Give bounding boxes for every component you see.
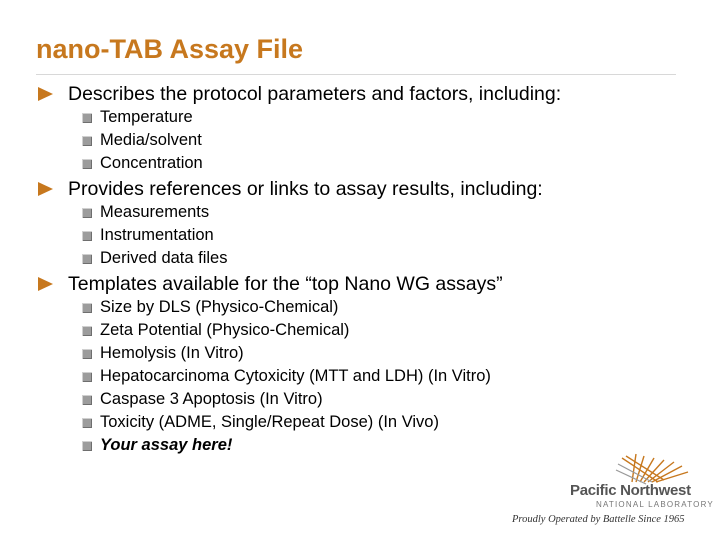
list-item: Temperature [82, 106, 698, 129]
square-bullet-icon [82, 395, 92, 405]
list-item: Hepatocarcinoma Cytoxicity (MTT and LDH) (In Vitro) [82, 365, 698, 388]
square-bullet-icon [82, 231, 92, 241]
list-item: Measurements [82, 201, 698, 224]
slide-title: nano-TAB Assay File [36, 34, 304, 64]
sub-list-references [38, 201, 698, 270]
bullet-text: Provides references or links to assay results, including: [68, 178, 543, 200]
battelle-tagline: Proudly Operated by Battelle Since 1965 [512, 514, 685, 525]
list-item: Media/solvent [82, 129, 698, 152]
arrow-bullet-icon [38, 87, 53, 101]
square-bullet-icon [82, 136, 92, 146]
square-bullet-icon [82, 349, 92, 359]
square-bullet-icon [82, 159, 92, 169]
list-item: Derived data files [82, 247, 698, 270]
list-item: Size by DLS (Physico-Chemical) [82, 296, 698, 319]
square-bullet-icon [82, 441, 92, 451]
square-bullet-icon [82, 418, 92, 428]
list-item: Instrumentation [82, 224, 698, 247]
list-item: Zeta Potential (Physico-Chemical) [82, 319, 698, 342]
square-bullet-icon [82, 113, 92, 123]
square-bullet-icon [82, 326, 92, 336]
title-divider [36, 74, 676, 75]
logo-name: Pacific Northwest [570, 482, 691, 499]
list-item: Caspase 3 Apoptosis (In Vitro) [82, 388, 698, 411]
list-item-emphasis: Your assay here! [82, 434, 698, 457]
square-bullet-icon [82, 254, 92, 264]
bullet-references [38, 177, 698, 201]
sub-list-protocol [38, 106, 698, 175]
slide-content [38, 80, 698, 459]
square-bullet-icon [82, 303, 92, 313]
logo-subtitle: NATIONAL LABORATORY [596, 500, 714, 509]
bullet-templates [38, 272, 698, 296]
sub-list-templates [38, 296, 698, 457]
square-bullet-icon [82, 208, 92, 218]
list-item: Hemolysis (In Vitro) [82, 342, 698, 365]
bullet-text: Templates available for the “top Nano WG assays” [68, 273, 503, 295]
arrow-bullet-icon [38, 182, 53, 196]
arrow-bullet-icon [38, 277, 53, 291]
list-item: Concentration [82, 152, 698, 175]
bullet-text: Describes the protocol parameters and factors, including: [68, 83, 562, 105]
square-bullet-icon [82, 372, 92, 382]
list-item: Toxicity (ADME, Single/Repeat Dose) (In Vivo) [82, 411, 698, 434]
bullet-protocol [38, 82, 698, 106]
